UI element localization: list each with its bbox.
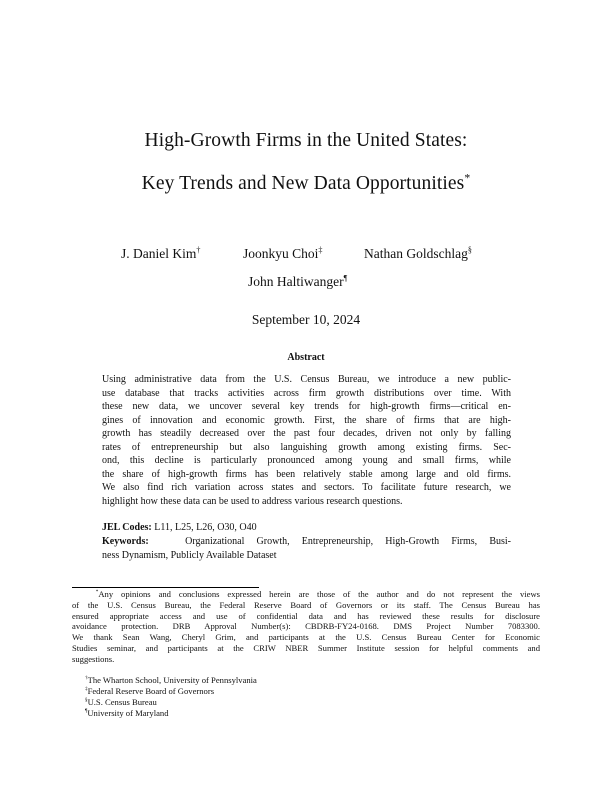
footnote-line: Studies seminar, and participants at the CRIW NBER Summer Institute session for helpful comments and [72,642,540,653]
title-line-1-text: High-Growth Firms in the United States: [144,130,468,151]
publication-date: September 10, 2024 [251,312,361,327]
author-4 [248,274,347,290]
abstract-line: the share of high-growth firms has been relatively stable among large and old firms. [102,468,511,480]
abstract-line: these new data, we uncover several key trends for high-growth firms—critical en- [102,401,511,412]
keywords-text-2: ness Dynamism, Publicly Available Dataset [102,549,277,561]
acknowledgement-footnote [72,589,540,665]
jel-codes [102,521,511,535]
footnote-mark: * [95,589,99,596]
abstract-line: gines of innovation and economic growth. First, the share of firms that are high- [102,414,511,426]
author-2-mark: ‡ [318,245,323,255]
keywords-text-1: Organizational Growth, Entrepreneurship, High-Growth Firms, Busi- [185,536,512,547]
title-line-2-text: Key Trends and New Data Opportunities [141,173,465,194]
author-2-name: Joonkyu Choi [243,246,319,261]
abstract-line: growth has steadily decreased over the past four decades, driven not only by falling [102,428,511,439]
jel-codes-label: JEL Codes: [102,522,152,533]
footnote-line [72,589,540,600]
author-3-name: Nathan Goldschlag [364,246,468,261]
footnote-line: of the U.S. Census Bureau, the Federal Reserve Board of Governors or its staff. The Census Bureau has [72,599,540,610]
author-3 [364,246,472,262]
affiliation-footnote-1 [85,675,257,686]
keywords-label: Keywords: [102,536,149,547]
abstract-line: Using administrative data from the U.S. Census Bureau, we introduce a new public- [102,374,511,385]
affiliation-text: University of Maryland [87,708,169,718]
author-1-mark: † [196,245,201,255]
author-1 [121,246,200,262]
author-4-name: John Haltiwanger [248,274,344,289]
footnote-line-text: Any opinions and conclusions expressed herein are those of the author and do not represent the views [98,589,540,599]
abstract-line: use database that tracks activities across firm growth distributions over time. With [102,387,511,399]
abstract-line: rates of entrepreneurship but also languishing growth among existing firms. Sec- [102,441,511,453]
affiliation-text: The Wharton School, University of Pennsylvania [87,675,257,685]
abstract-line: ond, this decline is particularly pronounced among young and small firms, while [102,455,511,466]
author-1-name: J. Daniel Kim [121,246,197,261]
affiliation-mark: ‡ [85,686,88,693]
affiliation-footnote-3 [85,697,157,708]
paper-title-line-1 [0,130,612,152]
footnote-line: avoidance protection. DRB Approval Number(s): CBDRB-FY24-0168. DMS Project Number 7083300. [72,621,540,632]
affiliation-footnote-4 [85,708,169,719]
footnote-rule [72,587,259,588]
affiliation-mark: † [85,675,88,682]
footnote-line: suggestions. [72,653,115,664]
affiliation-footnote-2 [85,686,214,697]
footnote-line: We thank Sean Wang, Cheryl Grim, and participants at the U.S. Census Bureau Center for Economic [72,632,540,643]
affiliation-text: U.S. Census Bureau [87,697,157,707]
author-3-mark: § [467,245,472,255]
abstract-body [102,373,511,508]
jel-codes-value: L11, L25, L26, O30, O40 [154,522,257,533]
keywords [102,535,511,562]
abstract-line: highlight how these data can be used to address various research questions. [102,495,403,507]
abstract-line: We also find rich variation across states and sectors. To facilitate future research, we [102,482,511,493]
footnote-line: ensured appropriate access and use of confidential data and has reviewed these results for disclosure [72,610,540,621]
keywords-line-1 [102,535,511,549]
paper-title-line-2 [0,173,612,195]
abstract-heading: Abstract [287,352,325,363]
affiliation-text: Federal Reserve Board of Governors [87,686,215,696]
affiliation-mark: ¶ [85,708,88,715]
author-4-mark: ¶ [343,273,348,283]
title-footnote-mark: * [464,171,471,185]
author-2 [243,246,322,262]
affiliation-mark: § [85,697,88,704]
